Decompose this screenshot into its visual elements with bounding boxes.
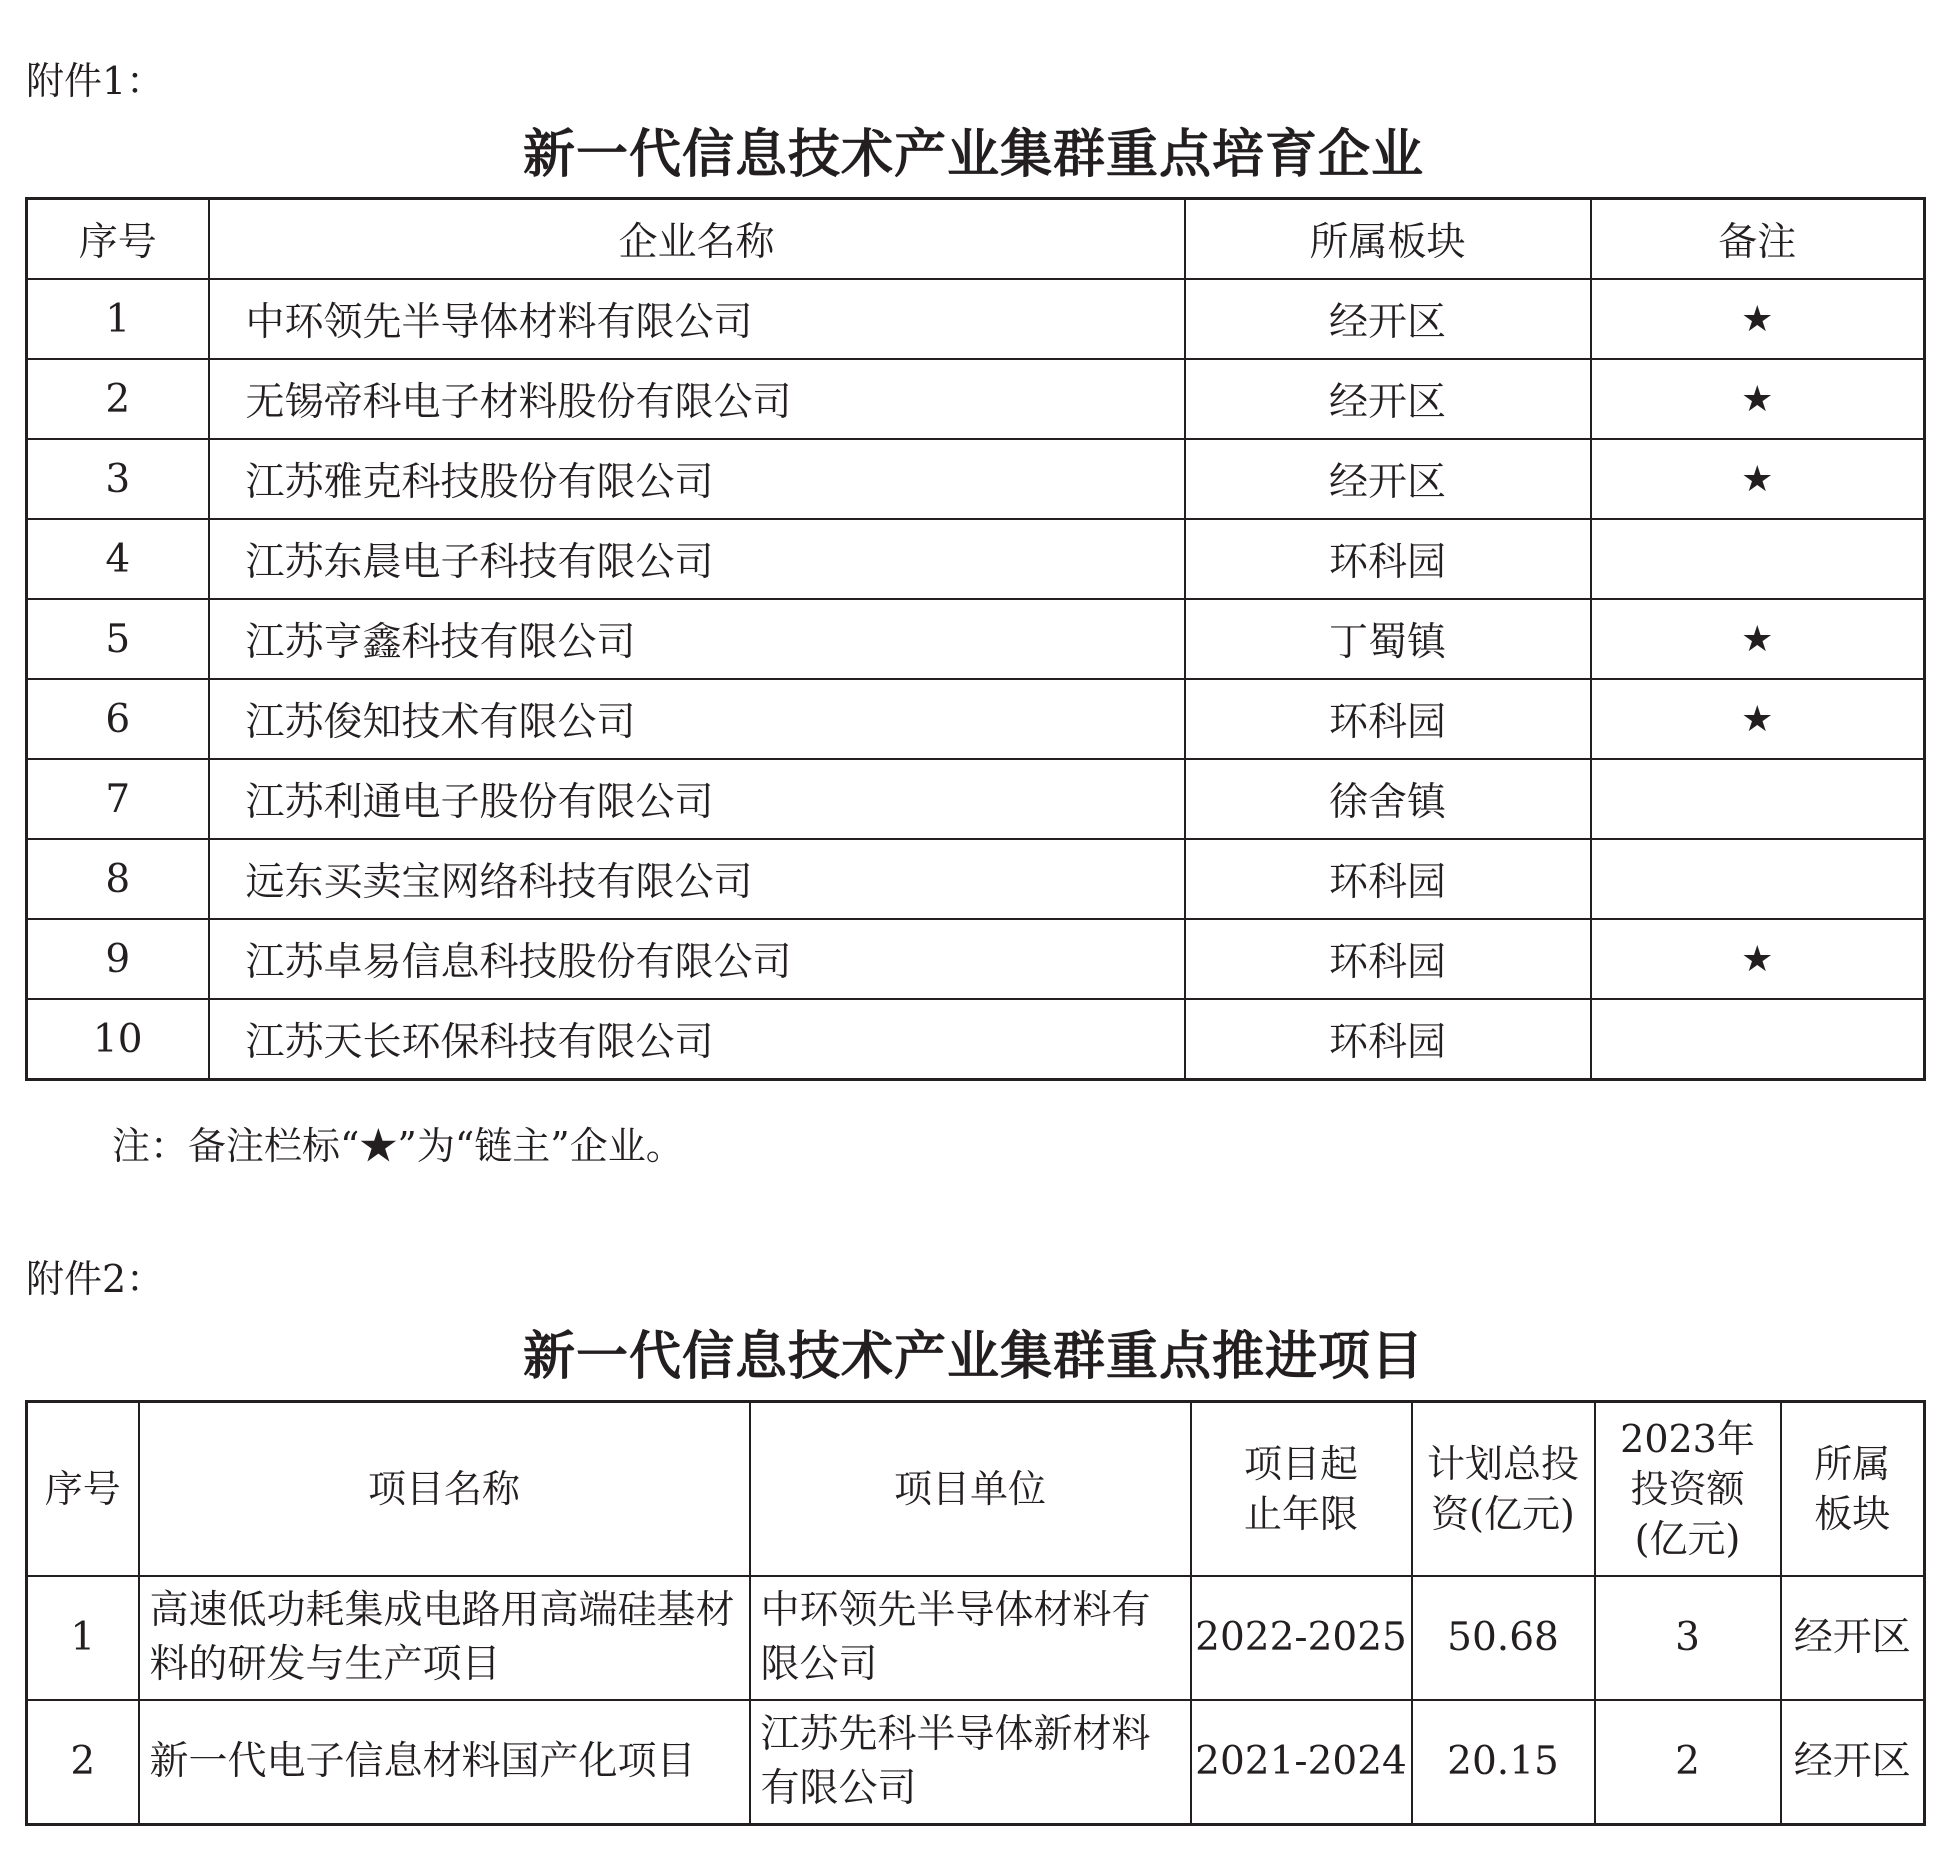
- attachment1-label: 附件1：: [26, 59, 165, 103]
- row-area: 经开区: [1185, 279, 1591, 359]
- row-remark-star: ★: [1591, 439, 1925, 519]
- row-project-unit: 中环领先半导体材料有限公司: [750, 1576, 1191, 1700]
- header-period-line2: 止年限: [1243, 1492, 1358, 1536]
- attachment1-footnote: 注：备注栏标“★”为“链主”企业。: [112, 1124, 684, 1168]
- row-no: 4: [27, 519, 209, 599]
- row-no: 3: [27, 439, 209, 519]
- table-row: [27, 359, 1925, 439]
- row-total-investment: 50.68: [1412, 1576, 1595, 1700]
- row-no: 8: [27, 839, 209, 919]
- row-no: 1: [27, 1576, 139, 1700]
- row-area: 经开区: [1185, 439, 1591, 519]
- header-2023-line2: 投资额: [1630, 1467, 1745, 1511]
- table-row: [27, 679, 1925, 759]
- enterprise-table-header: [27, 199, 1925, 280]
- header-no: 序号: [27, 1402, 139, 1577]
- row-remark-star: [1591, 759, 1925, 839]
- table-row: [27, 1576, 1925, 1700]
- header-area: [1781, 1402, 1925, 1577]
- row-enterprise-name: 中环领先半导体材料有限公司: [209, 279, 1185, 359]
- header-project-unit: 项目单位: [750, 1402, 1191, 1577]
- row-area: 环科园: [1185, 679, 1591, 759]
- row-enterprise-name: 江苏卓易信息科技股份有限公司: [209, 919, 1185, 999]
- table-row: [27, 439, 1925, 519]
- header-total-line1: 计划总投: [1426, 1442, 1579, 1486]
- header-2023-investment: [1595, 1402, 1781, 1577]
- header-area: 所属板块: [1185, 199, 1591, 280]
- row-area: 经开区: [1781, 1576, 1925, 1700]
- table-row: [27, 1700, 1925, 1825]
- table-row: [27, 759, 1925, 839]
- row-area: 环科园: [1185, 519, 1591, 599]
- attachment2-label: 附件2：: [26, 1257, 165, 1301]
- row-no: 10: [27, 999, 209, 1080]
- row-2023-investment: 3: [1595, 1576, 1781, 1700]
- row-enterprise-name: 江苏雅克科技股份有限公司: [209, 439, 1185, 519]
- row-remark-star: ★: [1591, 279, 1925, 359]
- row-area: 环科园: [1185, 999, 1591, 1080]
- project-table: [25, 1400, 1926, 1826]
- table-row: [27, 519, 1925, 599]
- row-no: 2: [27, 1700, 139, 1825]
- row-period: 2022-2025: [1191, 1576, 1412, 1700]
- header-remark: 备注: [1591, 199, 1925, 280]
- row-no: 1: [27, 279, 209, 359]
- row-remark-star: ★: [1591, 599, 1925, 679]
- header-total-line2: 资(亿元): [1431, 1492, 1575, 1536]
- row-enterprise-name: 江苏亨鑫科技有限公司: [209, 599, 1185, 679]
- row-no: 2: [27, 359, 209, 439]
- row-remark-star: ★: [1591, 359, 1925, 439]
- header-enterprise-name: 企业名称: [209, 199, 1185, 280]
- project-table-header: [27, 1402, 1925, 1577]
- row-area: 环科园: [1185, 839, 1591, 919]
- row-enterprise-name: 江苏东晨电子科技有限公司: [209, 519, 1185, 599]
- enterprise-table: [25, 197, 1926, 1081]
- header-area-line1: 所属: [1814, 1442, 1891, 1486]
- row-remark-star: ★: [1591, 919, 1925, 999]
- row-enterprise-name: 江苏利通电子股份有限公司: [209, 759, 1185, 839]
- attachment2-title: 新一代信息技术产业集群重点推进项目: [522, 1327, 1424, 1387]
- table-row: [27, 919, 1925, 999]
- row-project-unit: 江苏先科半导体新材料有限公司: [750, 1700, 1191, 1825]
- table-row: [27, 999, 1925, 1080]
- attachment1-title: 新一代信息技术产业集群重点培育企业: [522, 125, 1424, 185]
- row-enterprise-name: 江苏俊知技术有限公司: [209, 679, 1185, 759]
- header-2023-line3: (亿元): [1634, 1517, 1741, 1561]
- header-period: [1191, 1402, 1412, 1577]
- row-enterprise-name: 无锡帝科电子材料股份有限公司: [209, 359, 1185, 439]
- row-remark-star: [1591, 519, 1925, 599]
- row-remark-star: ★: [1591, 679, 1925, 759]
- row-enterprise-name: 远东买卖宝网络科技有限公司: [209, 839, 1185, 919]
- header-area-line2: 板块: [1814, 1492, 1891, 1536]
- header-period-line1: 项目起: [1243, 1442, 1358, 1486]
- row-no: 6: [27, 679, 209, 759]
- row-area: 经开区: [1781, 1700, 1925, 1825]
- row-project-name: 高速低功耗集成电路用高端硅基材料的研发与生产项目: [139, 1576, 750, 1700]
- row-2023-investment: 2: [1595, 1700, 1781, 1825]
- table-row: [27, 599, 1925, 679]
- header-project-name: 项目名称: [139, 1402, 750, 1577]
- row-enterprise-name: 江苏天长环保科技有限公司: [209, 999, 1185, 1080]
- table-row: [27, 279, 1925, 359]
- table-row: [27, 839, 1925, 919]
- row-area: 经开区: [1185, 359, 1591, 439]
- row-no: 5: [27, 599, 209, 679]
- row-total-investment: 20.15: [1412, 1700, 1595, 1825]
- row-period: 2021-2024: [1191, 1700, 1412, 1825]
- row-area: 环科园: [1185, 919, 1591, 999]
- row-project-name: 新一代电子信息材料国产化项目: [139, 1700, 750, 1825]
- row-area: 丁蜀镇: [1185, 599, 1591, 679]
- header-2023-line1: 2023年: [1620, 1417, 1755, 1461]
- row-remark-star: [1591, 839, 1925, 919]
- row-no: 7: [27, 759, 209, 839]
- header-total-investment: [1412, 1402, 1595, 1577]
- header-no: 序号: [27, 199, 209, 280]
- row-area: 徐舍镇: [1185, 759, 1591, 839]
- row-remark-star: [1591, 999, 1925, 1080]
- row-no: 9: [27, 919, 209, 999]
